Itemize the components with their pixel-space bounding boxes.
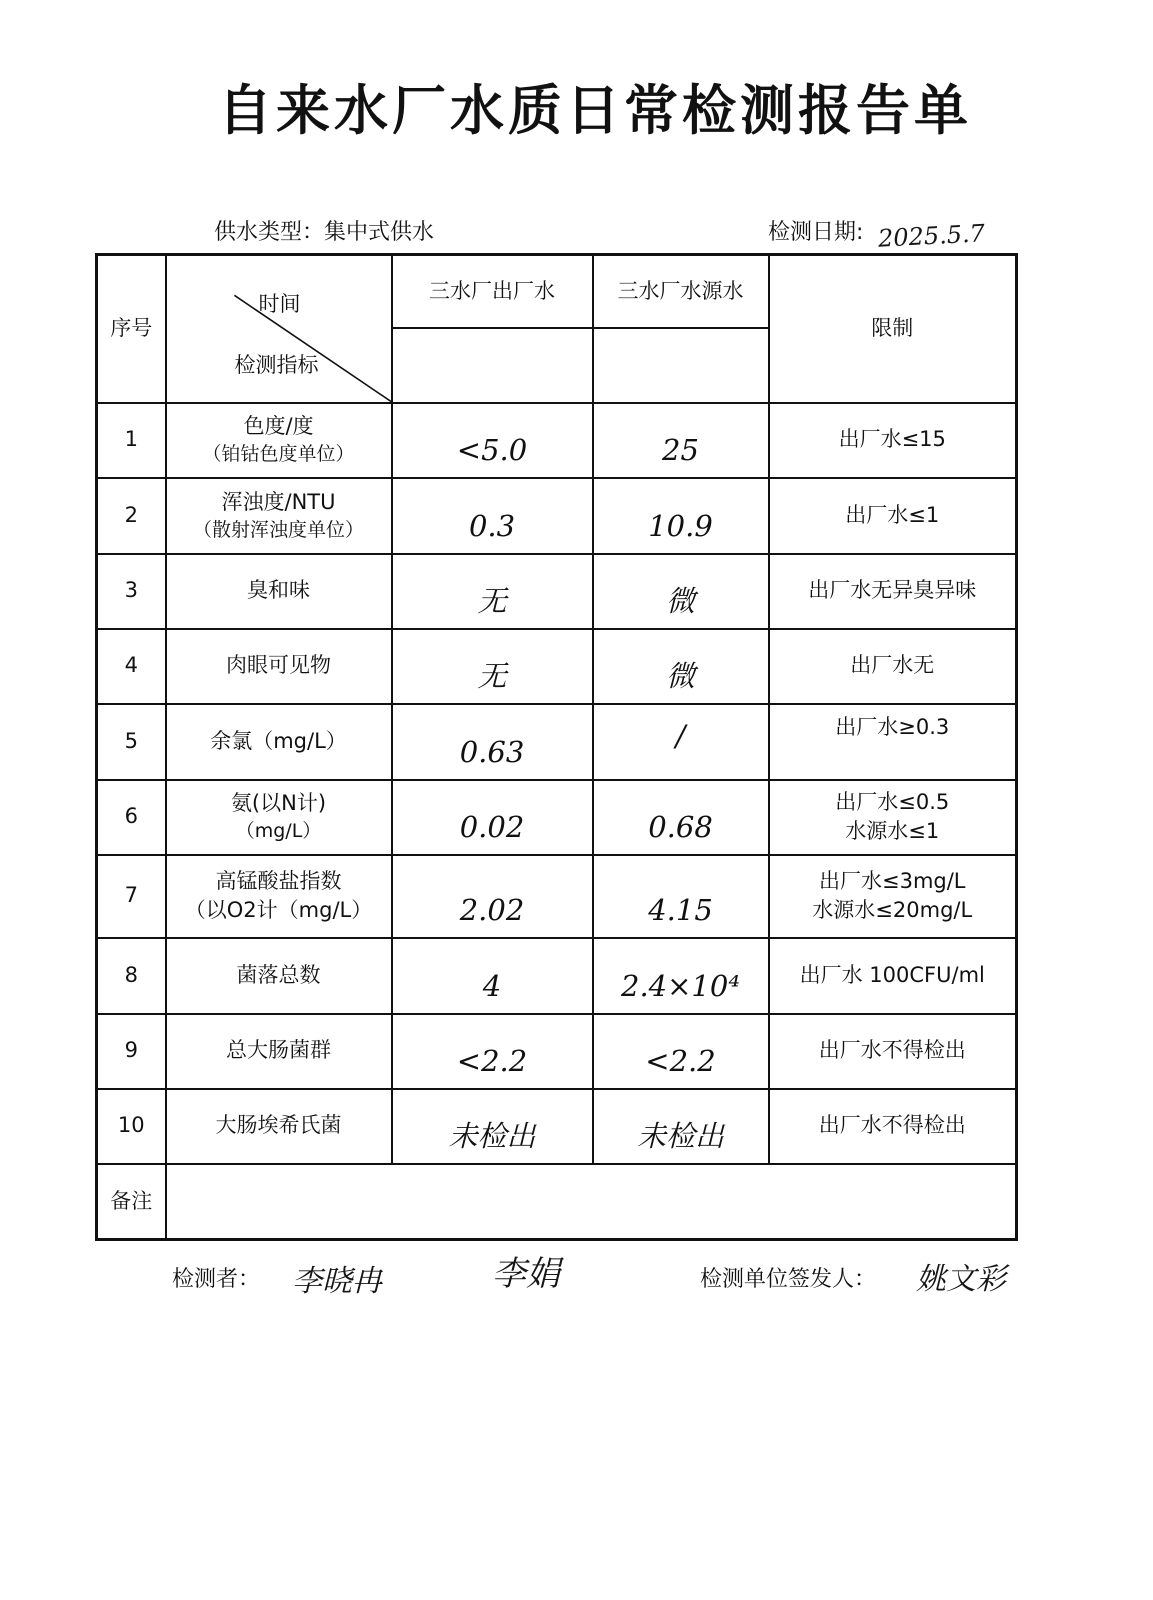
limit-line-2: 水源水≤1 [845,819,940,843]
indicator-cell [166,629,392,704]
inspector-signature-1: 李晓冉 [292,1264,382,1299]
row-no: 1 [97,403,166,478]
source-value: <2.2 [645,1043,716,1078]
outlet-value-cell [392,855,593,938]
indicator-cell [166,403,392,478]
indicator-name: 菌落总数 [236,962,321,987]
table-row [97,1089,1017,1164]
indicator-cell [166,780,392,855]
indicator-sub: （以O2计（mg/L） [184,898,373,922]
source-value-cell [593,855,769,938]
col-header-source-blank [593,328,769,403]
source-value: 2.4×10⁴ [621,968,740,1003]
table-row [97,780,1017,855]
inspector-label: 检测者： [172,1267,261,1292]
notes-label: 备注 [97,1164,166,1240]
indicator-sub: （散射浑浊度单位） [192,518,364,541]
source-value-cell [593,938,769,1014]
source-value-cell [593,629,769,704]
source-value-cell [593,1089,769,1164]
outlet-value-cell [392,1089,593,1164]
indicator-sub: （铂钴色度单位） [202,443,355,466]
limit-cell: 出厂水无 [769,629,1017,704]
outlet-value: 4 [482,968,502,1003]
table-row [97,629,1017,704]
row-no: 5 [97,704,166,780]
limit-cell [769,780,1017,855]
limit-cell: 出厂水≤15 [769,403,1017,478]
source-value-cell [593,403,769,478]
indicator-name: 氨(以N计) [230,791,327,815]
table-row [97,855,1017,938]
indicator-name: 余氯（mg/L） [210,728,347,753]
table-row [97,938,1017,1014]
outlet-value-cell [392,554,593,629]
header-row-1 [97,255,1017,328]
seq-header: 序号 [97,255,166,403]
report-table [95,253,1018,1241]
indicator-name: 色度/度 [243,414,314,438]
table-row [97,478,1017,554]
limit-cell: 出厂水 100CFU/ml [769,938,1017,1014]
indicator-name: 高锰酸盐指数 [215,868,342,893]
limit-cell: 出厂水无异臭异味 [769,554,1017,629]
indicator-cell [166,478,392,554]
outlet-value-cell [392,780,593,855]
row-no: 8 [97,938,166,1014]
row-no: 9 [97,1014,166,1089]
source-value: / [675,718,686,753]
indicator-name: 肉眼可见物 [226,653,331,678]
limit-header: 限制 [769,255,1017,403]
source-value: 4.15 [648,892,713,927]
col-header-outlet-blank [392,328,593,403]
col-header-source: 三水厂水源水 [593,255,769,328]
outlet-value-cell [392,478,593,554]
source-value: 未检出 [636,1118,724,1153]
limit-line-1: 出厂水≤3mg/L [818,868,966,893]
indicator-sub: （mg/L） [235,820,322,843]
table-row [97,704,1017,780]
limit-cell: 出厂水≥0.3 [769,704,1017,780]
table-row [97,1014,1017,1089]
outlet-value: 无 [477,583,507,618]
indicator-name: 臭和味 [247,578,310,603]
row-no: 7 [97,855,166,938]
outlet-value-cell [392,403,593,478]
signer-label: 检测单位签发人： [700,1267,877,1292]
report-title: 自来水厂水质日常检测报告单 [218,79,972,142]
inspector-signature-2: 李娟 [492,1254,560,1294]
indicator-cell [166,938,392,1014]
indicator-cell [166,704,392,780]
outlet-value-cell [392,938,593,1014]
supply-type: 供水类型：集中式供水 [214,220,435,245]
outlet-value: <5.0 [456,432,528,467]
indicator-cell [166,554,392,629]
limit-line-1: 出厂水≤0.5 [835,789,950,814]
row-no: 3 [97,554,166,629]
row-no: 4 [97,629,166,704]
source-value-cell [593,704,769,780]
outlet-value: 0.3 [468,508,516,543]
indicator-cell [166,855,392,938]
source-value-cell [593,780,769,855]
source-value: 0.68 [648,809,713,844]
outlet-value: 无 [477,658,507,693]
limit-cell: 出厂水不得检出 [769,1014,1017,1089]
source-value: 25 [662,432,699,467]
outlet-value: 0.02 [459,809,525,844]
detection-date-label: 检测日期: [768,220,864,245]
outlet-value: 0.63 [459,734,525,769]
notes-row [97,1164,1017,1240]
outlet-value-cell [392,704,593,780]
source-value-cell [593,554,769,629]
outlet-value: 未检出 [448,1118,536,1153]
outlet-value: <2.2 [456,1043,528,1078]
table-row [97,554,1017,629]
limit-cell [769,855,1017,938]
outlet-value: 2.02 [459,892,525,927]
row-no: 6 [97,780,166,855]
outlet-value-cell [392,1014,593,1089]
source-value-cell [593,1014,769,1089]
notes-value [166,1164,1017,1240]
source-value: 微 [665,658,695,693]
limit-line-2: 水源水≤20mg/L [812,898,973,922]
indicator-cell [166,1089,392,1164]
indicator-name: 总大肠菌群 [226,1038,331,1063]
signer-signature: 姚文彩 [916,1262,1006,1297]
indicator-name: 大肠埃希氏菌 [215,1113,342,1138]
diag-indicator-label: 检测指标 [234,353,319,377]
row-no: 2 [97,478,166,554]
limit-cell: 出厂水不得检出 [769,1089,1017,1164]
table-row [97,403,1017,478]
indicator-cell [166,1014,392,1089]
source-value: 微 [665,583,695,618]
detection-date-value: 2025.5.7 [877,219,986,253]
indicator-name: 浑浊度/NTU [221,489,336,514]
source-value-cell [593,478,769,554]
row-no: 10 [97,1089,166,1164]
diagonal-header [166,255,392,403]
diag-time-label: 时间 [258,292,301,316]
limit-cell: 出厂水≤1 [769,478,1017,554]
outlet-value-cell [392,629,593,704]
source-value: 10.9 [648,508,713,543]
col-header-outlet: 三水厂出厂水 [392,255,593,328]
